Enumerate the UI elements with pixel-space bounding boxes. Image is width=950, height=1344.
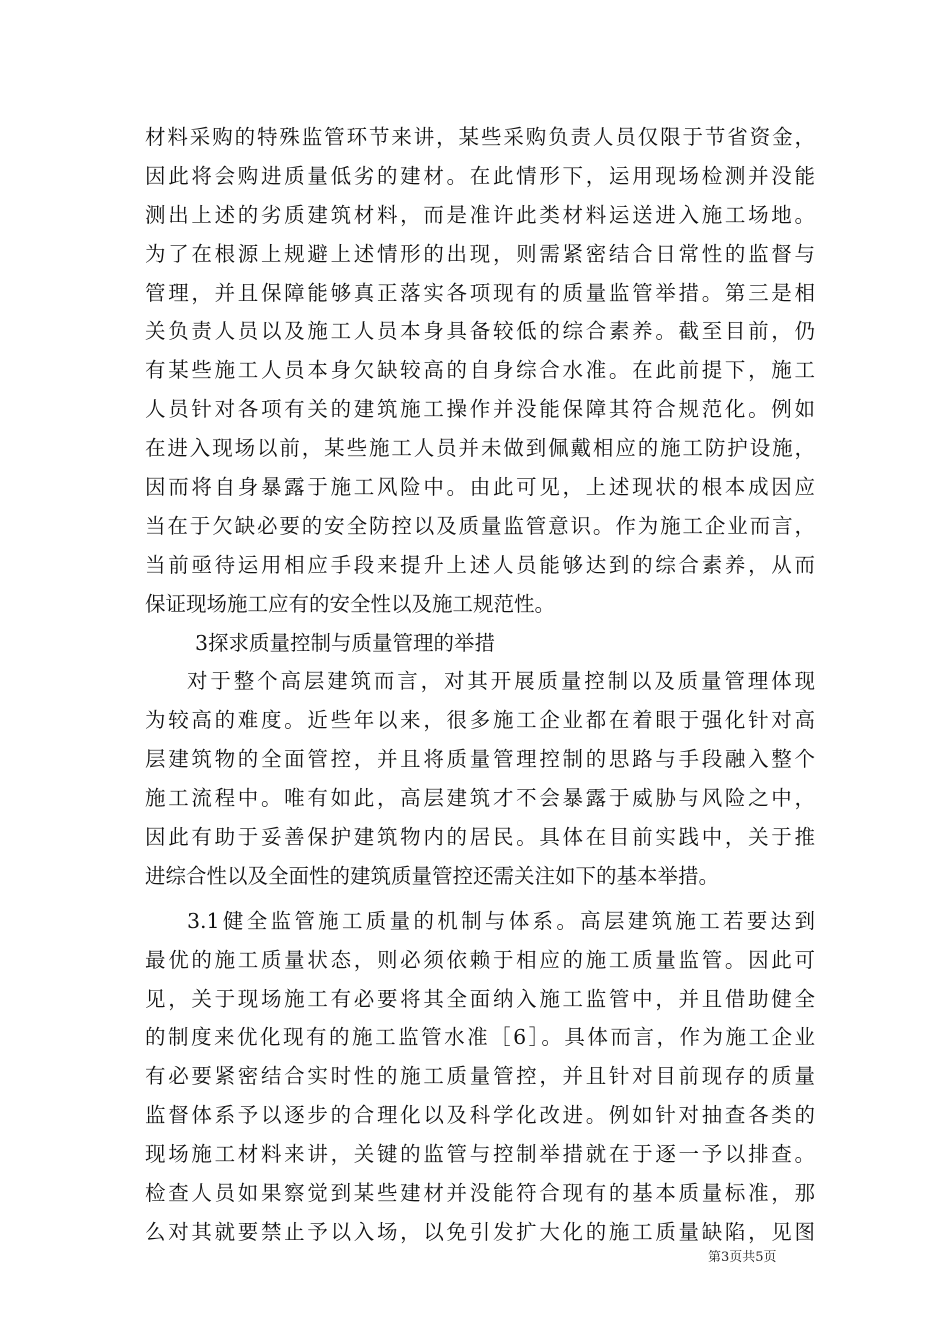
text-line: 么对其就要禁止予以入场，以免引发扩大化的施工质量缺陷，见图 [145,1219,815,1244]
text-line: 在进入现场以前，某些施工人员并未做到佩戴相应的施工防护设施， [145,436,815,461]
text-line: 测出上述的劣质建筑材料，而是准许此类材料运送进入施工场地。 [145,202,815,227]
text-line: 监督体系予以逐步的合理化以及科学化改进。例如针对抽查各类的 [145,1103,815,1128]
text-line: 施工流程中。唯有如此，高层建筑才不会暴露于威胁与风险之中， [145,786,815,811]
text-line: 有某些施工人员本身欠缺较高的自身综合水准。在此前提下，施工 [145,358,815,383]
body-text [145,118,815,1252]
text-line: 当在于欠缺必要的安全防控以及质量监管意识。作为施工企业而言， [145,513,815,538]
text-line: 现场施工材料来讲，关键的监管与控制举措就在于逐一予以排查。 [145,1142,815,1167]
paragraph-section-3-1 [145,902,815,1252]
paragraph-section-3-intro [145,662,815,895]
text-line: 层建筑物的全面管控，并且将质量管理控制的思路与手段融入整个 [145,747,815,772]
text-line: 因此将会购进质量低劣的建材。在此情形下，运用现场检测并没能 [145,163,815,188]
text-line: 对于整个高层建筑而言，对其开展质量控制以及质量管理体现 [187,669,815,694]
text-line: 保证现场施工应有的安全性以及施工规范性。 [145,591,555,616]
text-line: 为了在根源上规避上述情形的出现，则需紧密结合日常性的监督与 [145,241,815,266]
text-line: 检查人员如果察觉到某些建材并没能符合现有的基本质量标准，那 [145,1181,815,1206]
text-line: 因而将自身暴露于施工风险中。由此可见，上述现状的根本成因应 [145,475,815,500]
text-line: 的制度来优化现有的施工监管水准［6］。具体而言，作为施工企业 [145,1025,815,1050]
text-line: 见，关于现场施工有必要将其全面纳入施工监管中，并且借助健全 [145,986,815,1011]
page-number: 第3页共5页 [708,1250,777,1265]
text-line: 材料采购的特殊监管环节来讲，某些采购负责人员仅限于节省资金， [145,125,815,149]
text-line: 人员针对各项有关的建筑施工操作并没能保障其符合规范化。例如 [145,397,815,422]
text-line: 有必要紧密结合实时性的施工质量管控，并且针对目前现存的质量 [145,1064,815,1089]
text-line: 当前亟待运用相应手段来提升上述人员能够达到的综合素养，从而 [145,552,815,577]
text-line: 进综合性以及全面性的建筑质量管控还需关注如下的基本举措。 [145,863,719,888]
section-heading-3: 3探求质量控制与质量管理的举措 [195,630,496,655]
text-line: 管理，并且保障能够真正落实各项现有的质量监管举措。第三是相 [145,280,815,305]
text-line: 因此有助于妥善保护建筑物内的居民。具体在目前实践中，关于推 [145,825,815,850]
text-line: 最优的施工质量状态，则必须依赖于相应的施工质量监管。因此可 [145,947,815,972]
text-line: 3.1健全监管施工质量的机制与体系。高层建筑施工若要达到 [187,908,815,933]
text-line: 为较高的难度。近些年以来，很多施工企业都在着眼于强化针对高 [145,708,815,733]
text-line: 关负责人员以及施工人员本身具备较低的综合素养。截至目前，仍 [145,319,815,344]
paragraph-material-procurement [145,118,815,624]
